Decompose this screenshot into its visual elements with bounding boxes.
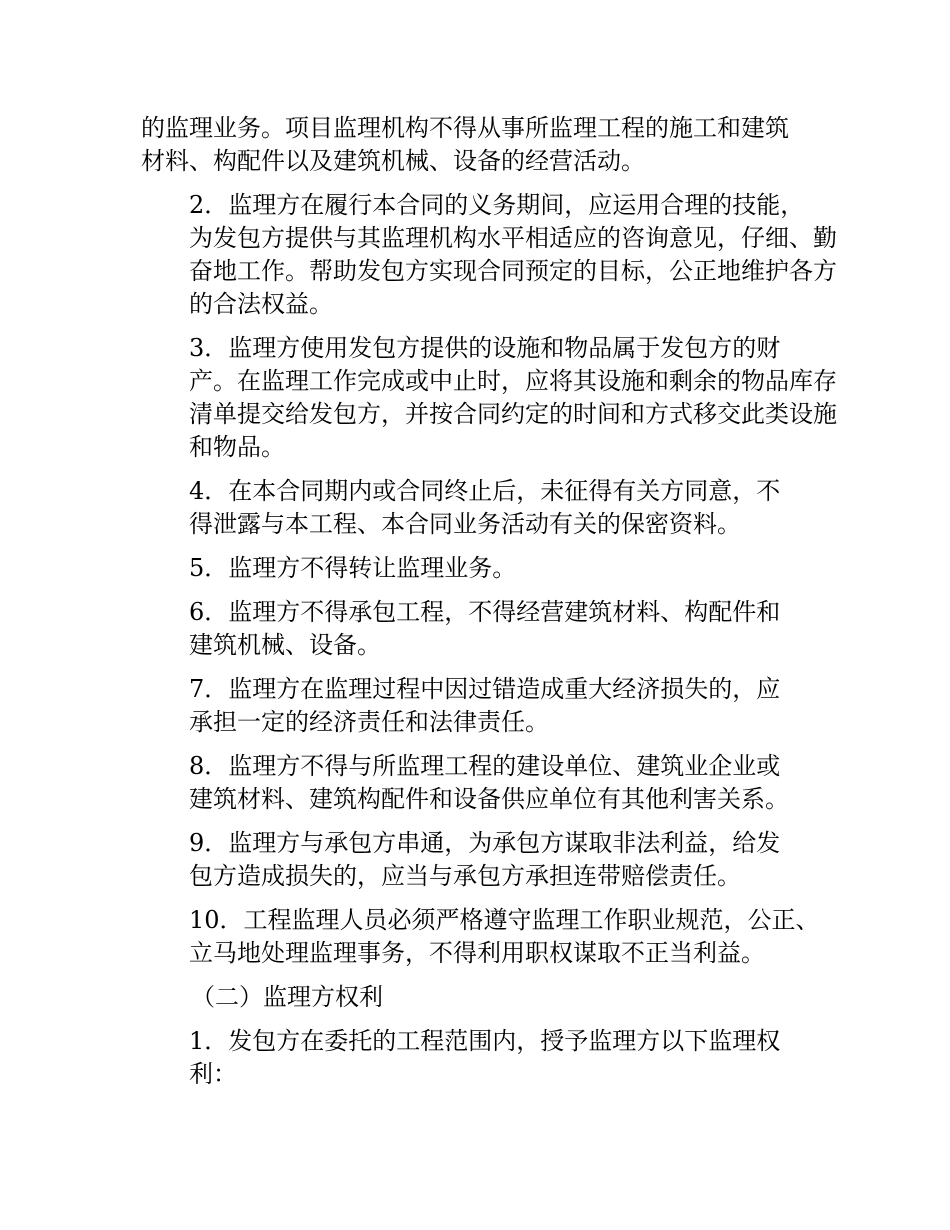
text-line: 3．监理方使用发包方提供的设施和物品属于发包方的财 xyxy=(189,334,781,362)
paragraph-item-8 xyxy=(141,750,813,816)
text-line: 奋地工作。帮助发包方实现合同预定的目标，公正地维护各方 xyxy=(189,257,837,285)
text-line: 4．在本合同期内或合同终止后，未征得有关方同意，不 xyxy=(189,477,781,505)
text-line: 建筑材料、建筑构配件和设备供应单位有其他利害关系。 xyxy=(189,785,789,813)
paragraph-item-3 xyxy=(141,332,837,464)
text-line: 9．监理方与承包方串通，为承包方谋取非法利益，给发 xyxy=(189,829,781,857)
section-heading xyxy=(141,981,813,1014)
text-line: 1．发包方在委托的工程范围内，授予监理方以下监理权 xyxy=(189,1027,781,1055)
paragraph-continuation xyxy=(141,112,813,178)
text-line: 为发包方提供与其监理机构水平相适应的咨询意见，仔细、勤 xyxy=(189,224,837,252)
text-line: 包方造成损失的，应当与承包方承担连带赔偿责任。 xyxy=(189,862,741,890)
text-line: 清单提交给发包方，并按合同约定的时间和方式移交此类设施 xyxy=(189,400,837,428)
text-line: 承担一定的经济责任和法律责任。 xyxy=(189,708,549,736)
text-line: 建筑机械、设备。 xyxy=(189,631,381,659)
text-line: 立马地处理监理事务，不得利用职权谋取不正当利益。 xyxy=(189,939,765,967)
text-line: 的合法权益。 xyxy=(189,290,333,318)
paragraph-item-7 xyxy=(141,673,813,739)
text-line: 材料、构配件以及建筑机械、设备的经营活动。 xyxy=(141,147,645,175)
text-line: 的监理业务。项目监理机构不得从事所监理工程的施工和建筑 xyxy=(141,114,789,142)
paragraph-item-6 xyxy=(141,596,813,662)
text-line: 利： xyxy=(189,1060,237,1088)
text-line: 8．监理方不得与所监理工程的建设单位、建筑业企业或 xyxy=(189,752,781,780)
text-line: 6．监理方不得承包工程，不得经营建筑材料、构配件和 xyxy=(189,598,781,626)
text-line: 7．监理方在监理过程中因过错造成重大经济损失的，应 xyxy=(189,675,781,703)
paragraph-item-4 xyxy=(141,475,813,541)
document-page xyxy=(141,112,837,1102)
text-line: 5．监理方不得转让监理业务。 xyxy=(189,554,517,582)
section-heading-text: （二）监理方权利 xyxy=(191,983,383,1011)
text-line: 10．工程监理人员必须严格遵守监理工作职业规范，公正、 xyxy=(189,906,820,934)
paragraph-item-5 xyxy=(141,552,813,585)
paragraph-item-10 xyxy=(141,904,820,970)
text-line: 产。在监理工作完成或中止时，应将其设施和剩余的物品库存 xyxy=(189,367,837,395)
paragraph-rights-1 xyxy=(141,1025,813,1091)
paragraph-item-2 xyxy=(141,189,837,321)
text-line: 2．监理方在履行本合同的义务期间，应运用合理的技能， xyxy=(189,191,805,219)
text-line: 得泄露与本工程、本合同业务活动有关的保密资料。 xyxy=(189,510,741,538)
text-line: 和物品。 xyxy=(189,433,285,461)
paragraph-item-9 xyxy=(141,827,813,893)
